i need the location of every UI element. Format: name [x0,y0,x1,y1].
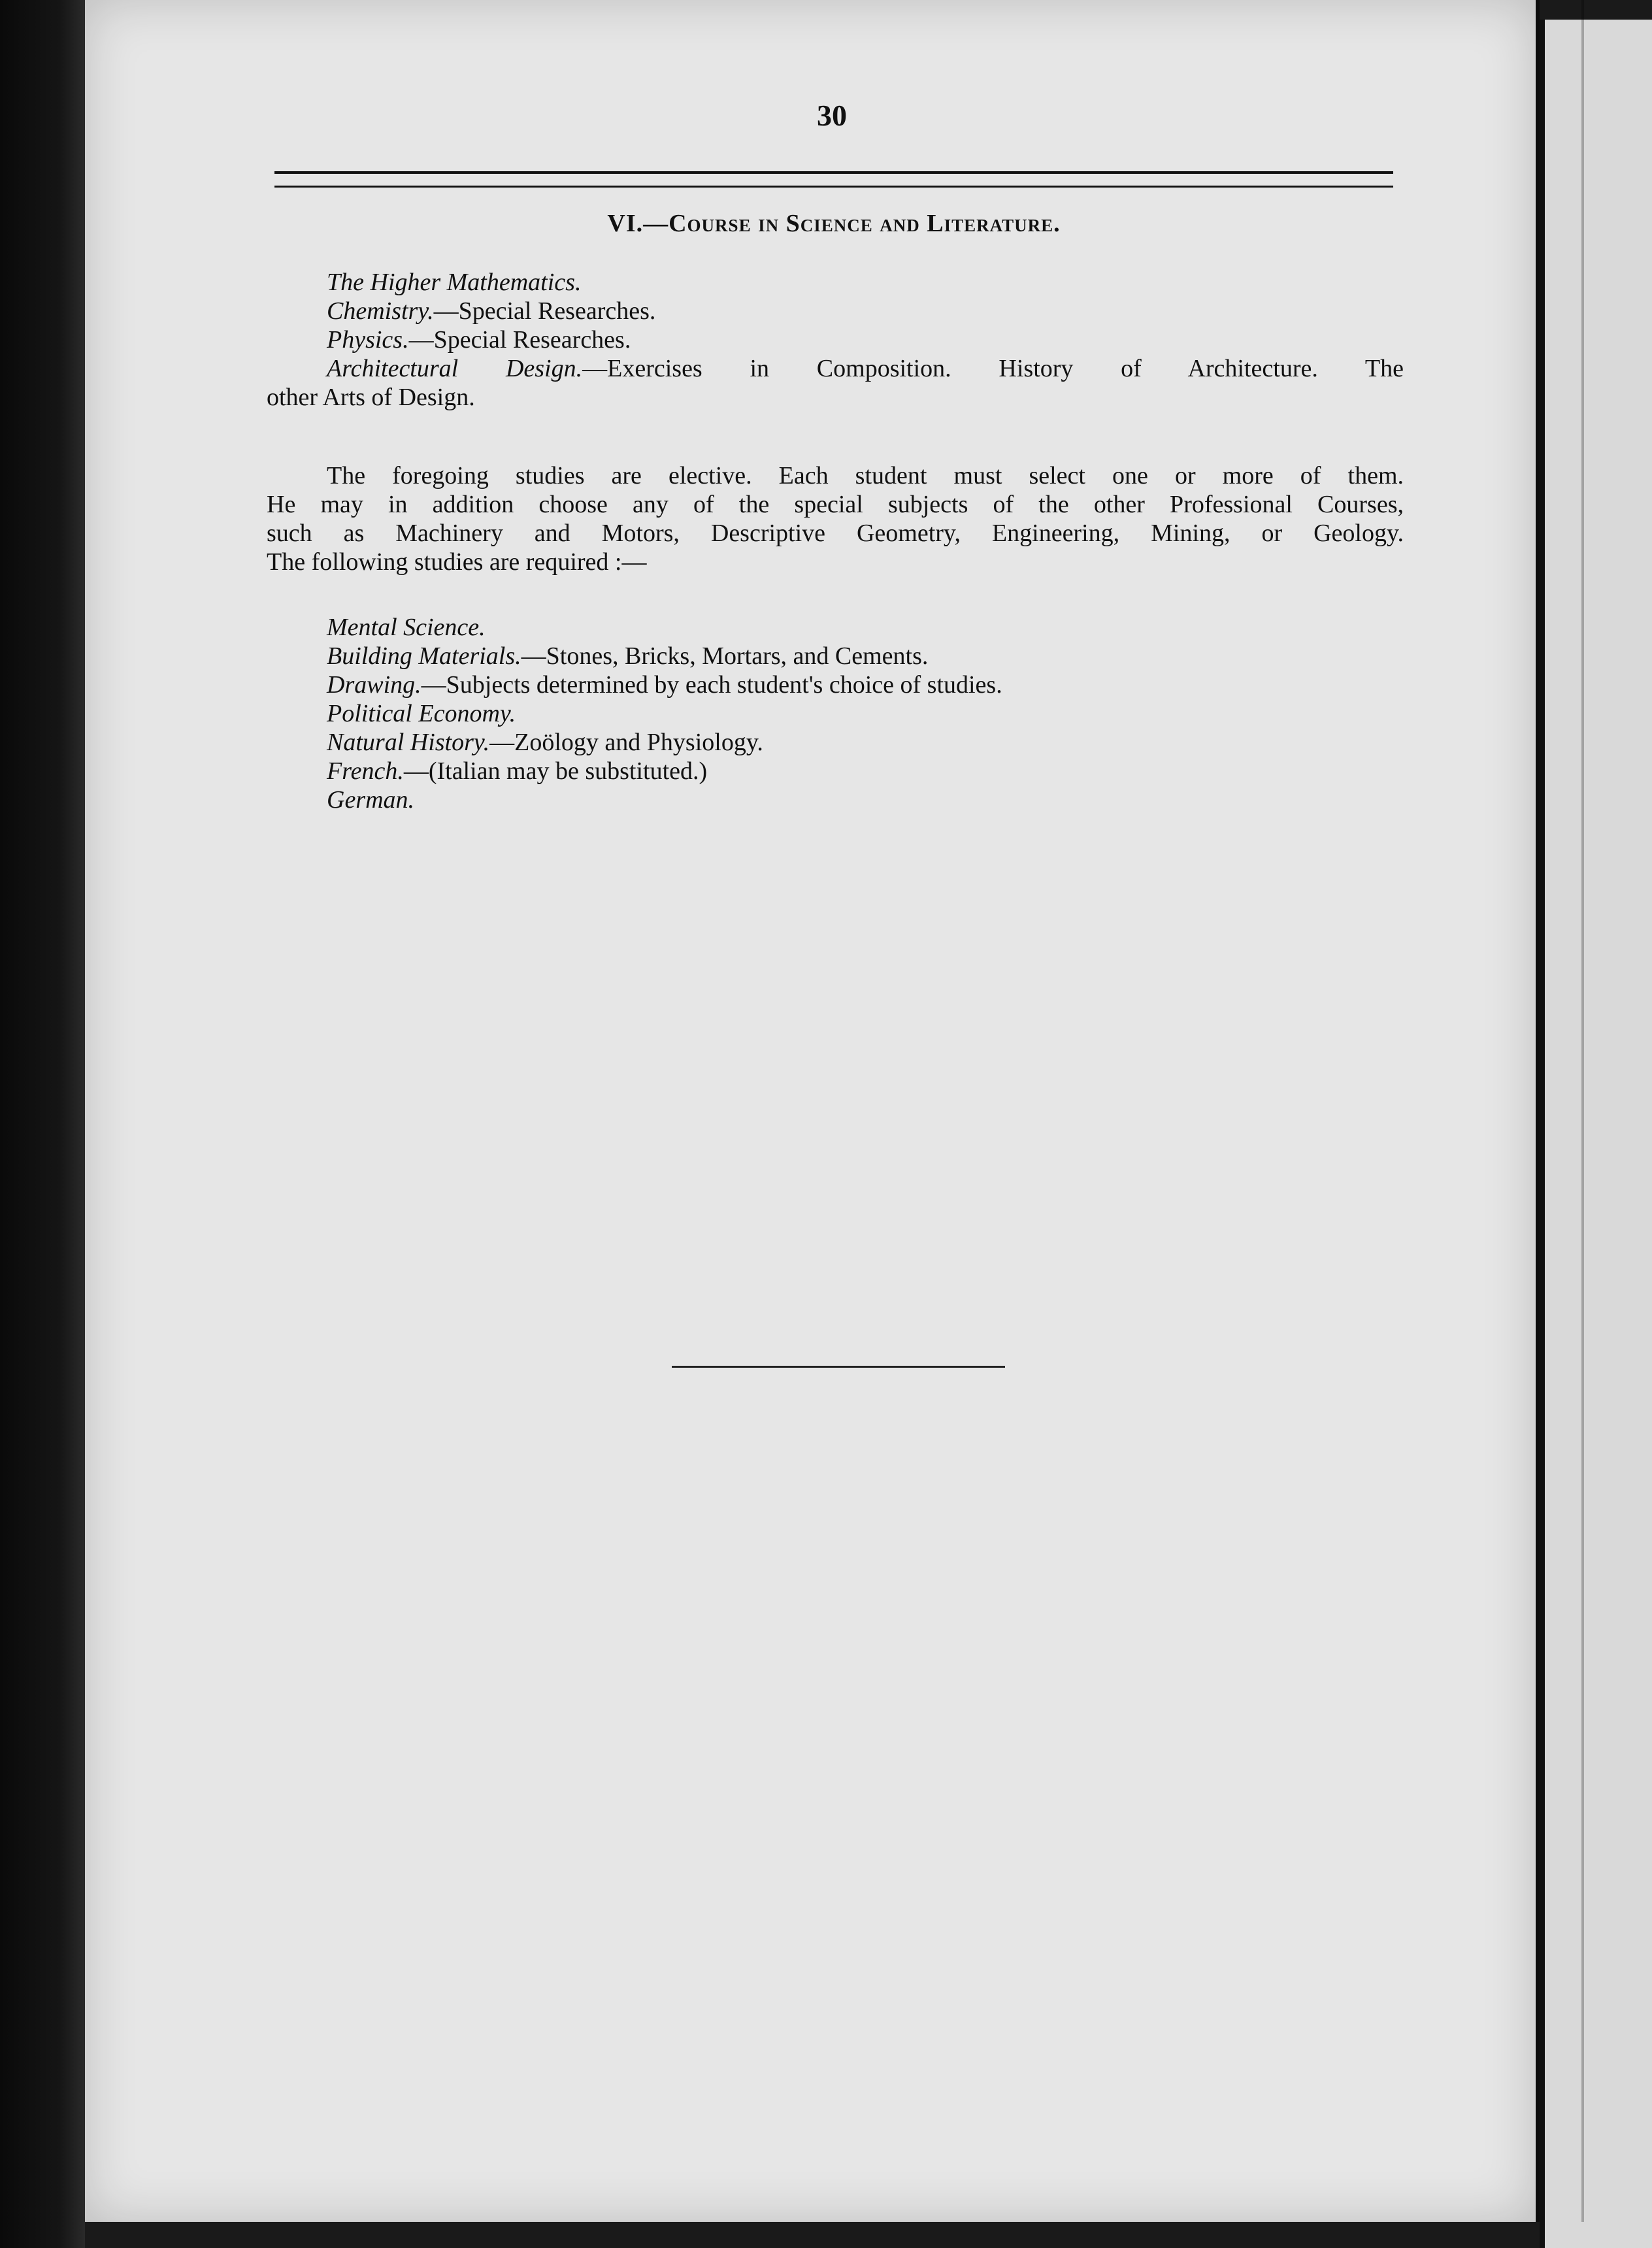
study-detail: —(Italian may be substituted.) [403,757,708,785]
study-item [267,354,1404,383]
study-subject: Chemistry. [327,297,434,325]
study-subject: Physics. [327,326,409,354]
study-detail: —Zoölogy and Physiology. [489,729,763,756]
study-item [327,642,1002,670]
paragraph-line: The following studies are required :— [267,548,647,576]
page-number: 30 [817,99,847,132]
paragraph-line: He may in addition choose any of the special subjects of the other Professional Courses, [267,491,1404,518]
adjacent-page-edge [1540,20,1652,2248]
study-item [327,757,1002,785]
study-subject: Drawing. [327,671,421,699]
study-item [327,785,1002,814]
study-item [267,268,1404,297]
study-item [327,613,1002,642]
study-subject: Building Materials. [327,642,521,670]
scan-border-left [0,0,85,2248]
study-detail: —Special Researches. [433,297,656,325]
study-subject: Mental Science. [327,614,486,641]
study-item [327,728,1002,757]
study-subject: Political Economy. [327,700,516,727]
study-item [327,670,1002,699]
study-subject: German. [327,786,415,814]
study-subject: Natural History. [327,729,490,756]
study-subject: The Higher Mathematics. [327,269,582,296]
study-detail: —Subjects determined by each student's choice of studies. [421,671,1002,699]
study-detail: —Stones, Bricks, Mortars, and Cements. [521,642,929,670]
study-subject: French. [327,757,404,785]
section-divider-rule [672,1366,1005,1368]
header-double-rule [274,171,1393,188]
requirements-paragraph [267,461,1404,576]
study-item-continuation: other Arts of Design. [267,384,475,411]
study-item [267,297,1404,325]
study-subject: Architectural Design. [327,355,583,382]
study-detail: —Exercises in Composition. History of Architecture. The [582,355,1404,382]
elective-studies-list [267,268,1404,412]
required-studies-list [327,613,1002,814]
section-heading: VI.—Course in Science and Literature. [607,210,1061,237]
paragraph-line: The foregoing studies are elective. Each student must select one or more of them. [327,462,1404,489]
study-item [267,325,1404,354]
page-fold [1581,0,1584,2222]
study-item [327,699,1002,728]
study-detail: —Special Researches. [408,326,631,354]
paragraph-line: such as Machinery and Motors, Descriptive Geometry, Engineering, Mining, or Geology. [267,520,1404,547]
